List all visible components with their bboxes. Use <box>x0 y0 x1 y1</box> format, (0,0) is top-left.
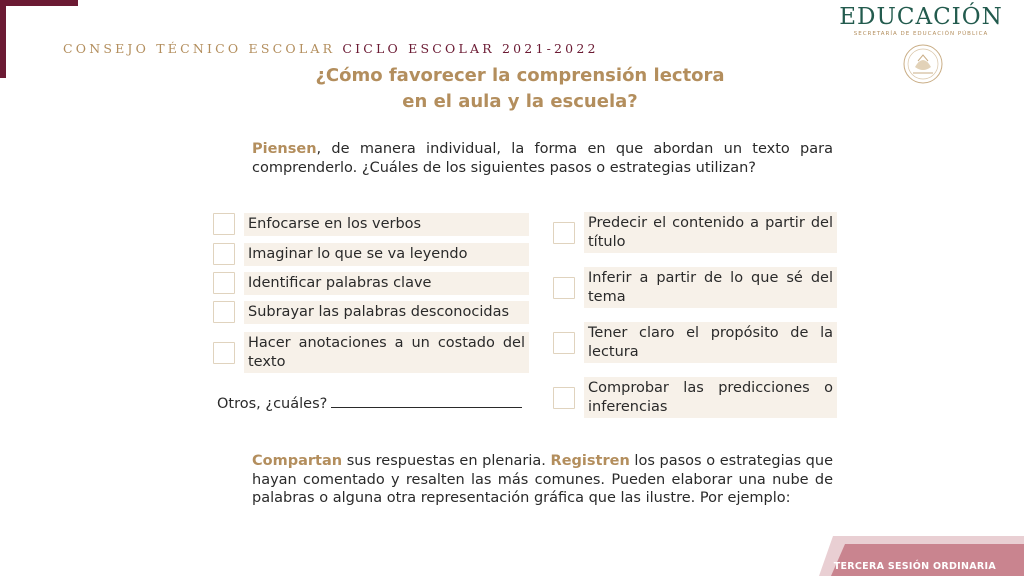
strategy-checkbox[interactable] <box>213 213 235 235</box>
closing-highlight-2: Registren <box>550 453 630 469</box>
strategy-checkbox[interactable] <box>553 222 575 244</box>
intro-highlight: Piensen <box>252 141 317 157</box>
strategy-label: Enfocarse en los verbos <box>244 213 529 236</box>
title-line-1: ¿Cómo favorecer la comprensión lectora <box>315 65 725 86</box>
closing-text-2: los pasos o estrategias que hayan comentado y resalten las más comunes. Pueden elaborar una nube de palabras o alguna otra representación gráfica que las ilustre. Por ejemplo: <box>252 453 833 506</box>
strategy-item <box>553 322 837 363</box>
strategy-item <box>213 272 529 295</box>
intro-text: , de manera individual, la forma en que abordan un texto para comprenderlo. ¿Cuáles de los siguientes pasos o estrategias utilizan? <box>252 141 833 176</box>
strategy-item <box>553 377 837 418</box>
strategy-checkbox[interactable] <box>553 387 575 409</box>
intro-paragraph <box>252 140 833 177</box>
corner-frame-decoration <box>0 0 78 78</box>
strategy-item <box>213 301 529 324</box>
strategy-checkbox[interactable] <box>213 342 235 364</box>
strategy-checkbox[interactable] <box>213 301 235 323</box>
strategy-item <box>213 213 529 236</box>
strategy-label: Predecir el contenido a partir del título <box>584 212 837 253</box>
others-field <box>217 395 522 412</box>
strategy-label: Tener claro el propósito de la lectura <box>584 322 837 363</box>
strategy-checkbox[interactable] <box>213 272 235 294</box>
others-answer-line[interactable] <box>331 395 522 408</box>
strategy-checkbox[interactable] <box>553 277 575 299</box>
others-label: Otros, ¿cuáles? <box>217 396 328 412</box>
brand-logo <box>826 4 1016 37</box>
strategy-label: Inferir a partir de lo que sé del tema <box>584 267 837 308</box>
council-label: CONSEJO TÉCNICO ESCOLAR <box>63 41 336 56</box>
title-line-2: en el aula y la escuela? <box>402 91 638 112</box>
strategy-item <box>553 267 837 308</box>
strategy-label: Hacer anotaciones a un costado del texto <box>244 332 529 373</box>
strategy-checkbox[interactable] <box>553 332 575 354</box>
strategy-label: Subrayar las palabras desconocidas <box>244 301 529 324</box>
cycle-label: CICLO ESCOLAR 2021-2022 <box>342 41 599 56</box>
brand-title: EDUCACIÓN <box>839 4 1003 30</box>
strategy-item <box>553 212 837 253</box>
strategy-item <box>213 332 529 373</box>
header-line <box>63 41 599 56</box>
closing-highlight-1: Compartan <box>252 453 343 469</box>
page-title <box>200 63 840 115</box>
brand-subtitle: SECRETARÍA DE EDUCACIÓN PÚBLICA <box>853 31 989 37</box>
strategy-checkbox[interactable] <box>213 243 235 265</box>
coat-of-arms-seal-icon <box>896 43 950 85</box>
closing-paragraph <box>252 452 833 508</box>
closing-text-1: sus respuestas en plenaria. <box>342 453 551 469</box>
strategy-item <box>213 243 529 266</box>
session-label: TERCERA SESIÓN ORDINARIA <box>833 561 996 572</box>
strategy-label: Identificar palabras clave <box>244 272 529 295</box>
strategy-label: Imaginar lo que se va leyendo <box>244 243 529 266</box>
strategy-label: Comprobar las predicciones o inferencias <box>584 377 837 418</box>
